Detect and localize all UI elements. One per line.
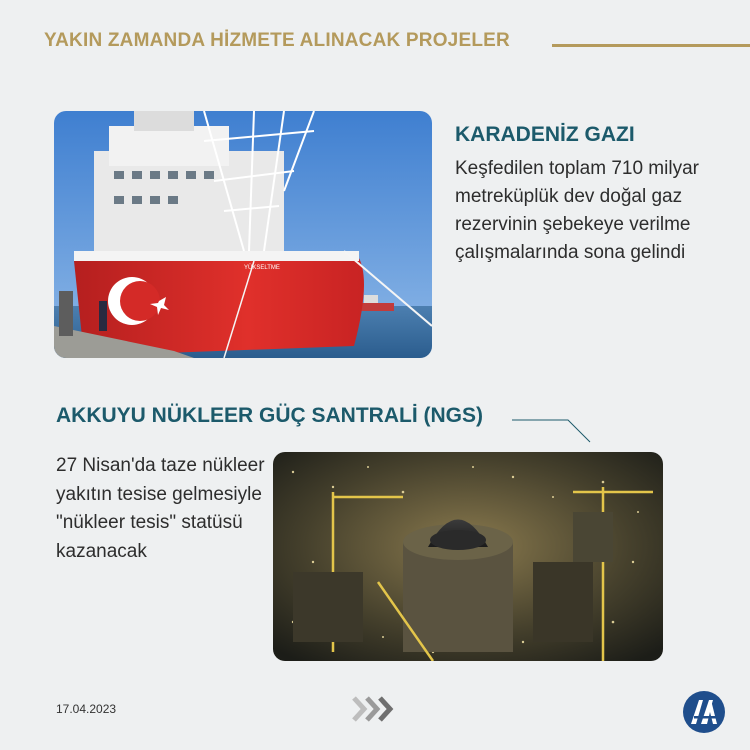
- chevrons-right-icon[interactable]: [352, 694, 398, 724]
- section-body-black-sea-gas: Keşfedilen toplam 710 milyar metreküplük dev doğal gaz rezervinin şebekeye verilme çalışmalarında sona gelindi: [455, 158, 699, 263]
- drilling-ship-photo: [54, 111, 432, 358]
- publication-date: 17.04.2023: [56, 702, 117, 716]
- section-body-akkuyu-npp: 27 Nisan'da taze nükleer yakıtın tesise gelmesiyle "nükleer tesis" statüsü kazanacak: [56, 455, 265, 562]
- section-title-akkuyu-npp: AKKUYU NÜKLEER GÜÇ SANTRALİ (NGS): [56, 404, 483, 427]
- nuclear-plant-photo: [273, 452, 663, 661]
- anadolu-agency-logo: [682, 690, 726, 734]
- section-title-black-sea-gas: KARADENİZ GAZI: [455, 123, 635, 146]
- ship-name-text: YÜKSELTME: [244, 265, 280, 271]
- header-divider: [552, 44, 750, 47]
- page-title: YAKIN ZAMANDA HİZMETE ALINACAK PROJELER: [44, 30, 510, 51]
